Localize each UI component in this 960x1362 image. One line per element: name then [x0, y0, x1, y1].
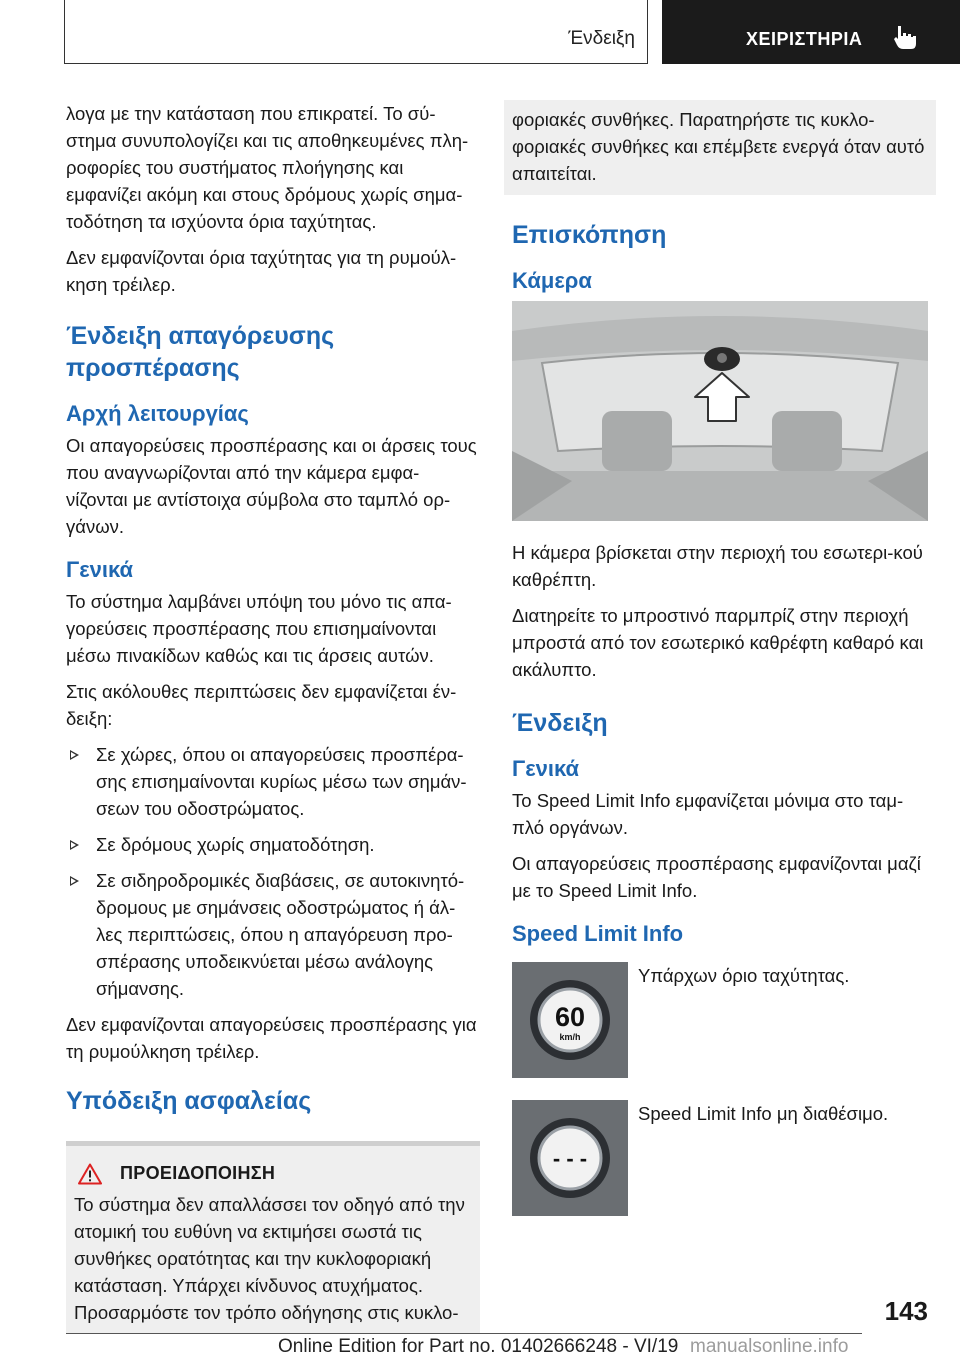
- left-column: [66, 100, 480, 1334]
- paragraph: Στις ακόλουθες περιπτώσεις δεν εμφανίζεται έν-δειξη:: [66, 681, 457, 729]
- speed-limit-unavailable-icon: [528, 1116, 612, 1200]
- paragraph: Οι απαγορεύσεις προσπέρασης εμφανίζονται μαζί με το Speed Limit Info.: [512, 853, 921, 901]
- heading-overtaking-display: Ένδειξη απαγόρευσης προσπέρασης: [66, 322, 335, 382]
- paragraph: Δεν εμφανίζονται όρια ταχύτητας για τη ρυμούλ-κηση τρέιλερ.: [66, 247, 457, 295]
- heading-camera: Κάμερα: [512, 268, 592, 293]
- paragraph: λογα με την κατάσταση που επικρατεί. Το σύ-στημα συνυπολογίζει και τις αποθηκευμένες πλη-ροφορίες του συστήματος πλοήγησης και εμφανίζει ακόμη και στους δρόμους χωρίς σημα-τοδότηση τα ισχύοντα όρια ταχύτητας.: [66, 103, 469, 232]
- list-item: Σε χώρες, όπου οι απαγορεύσεις προσπέρα-σης επισημαίνονται κυρίως μέσω των σημάν-σεων του οδοστρώματος.: [66, 741, 480, 822]
- paragraph: Δεν εμφανίζονται απαγορεύσεις προσπέρασης για τη ρυμούλκηση τρέιλερ.: [66, 1014, 477, 1062]
- paragraph: Οι απαγορεύσεις προσπέρασης και οι άρσεις τους που αναγνωρίζονται από την κάμερα εμφα-νίζονται με αντίστοιχα σύμβολα στο ταμπλό ορ-γάνων.: [66, 435, 477, 537]
- svg-text:- - -: - - -: [552, 1146, 588, 1171]
- paragraph: Η κάμερα βρίσκεται στην περιοχή του εσωτερι-κού καθρέπτη.: [512, 542, 923, 590]
- heading-general: Γενικά: [512, 756, 580, 781]
- triangle-bullet-icon: [70, 876, 79, 886]
- car-interior-illustration: [512, 301, 928, 521]
- chapter-tab: [662, 0, 960, 64]
- page-header: [0, 0, 960, 66]
- speed-limit-item: [512, 962, 928, 1078]
- list-item: Σε δρόμους χωρίς σηματοδότηση.: [66, 831, 480, 858]
- heading-display: Ένδειξη: [512, 709, 608, 737]
- triangle-bullet-icon: [70, 750, 79, 760]
- pointing-hand-icon: [892, 24, 918, 50]
- camera-location-image: [512, 301, 928, 521]
- paragraph: Το Speed Limit Info εμφανίζεται μόνιμα στο ταμ-πλό οργάνων.: [512, 790, 904, 838]
- footer-divider: [66, 1333, 862, 1334]
- right-column: [512, 100, 928, 1238]
- warning-text-continued: φοριακές συνθήκες. Παρατηρήστε τις κυκλο-φοριακές συνθήκες και επέμβετε ενεργά όταν αυτό απαιτείται.: [512, 109, 925, 184]
- speed-limit-description: Υπάρχων όριο ταχύτητας.: [638, 965, 850, 986]
- edition-note: Online Edition for Part no. 01402666248 - VI/19: [278, 1336, 679, 1357]
- heading-principle: Αρχή λειτουργίας: [66, 401, 249, 426]
- warning-text: Το σύστημα δεν απαλλάσσει τον οδηγό από την ατομική του ευθύνη να εκτιμήσει σωστά τις συνθήκες ορατότητας και την κυκλοφοριακή κατάσταση. Υπάρχει κίνδυνος ατυχήματος. Προσαρμόστε τον τρόπο οδήγησης στις κυκλο-: [74, 1194, 465, 1323]
- heading-overview: Επισκόπηση: [512, 221, 667, 249]
- watermark-logo: manualsonline.info: [690, 1336, 849, 1357]
- svg-text:60: 60: [554, 1002, 586, 1032]
- triangle-bullet-icon: [70, 840, 79, 850]
- svg-text:km/h: km/h: [559, 1032, 581, 1042]
- speed-limit-60-icon: [528, 978, 612, 1062]
- warning-title: ΠΡΟΕΙΔΟΠΟΙΗΣΗ: [120, 1163, 276, 1183]
- section-tab: [64, 0, 648, 64]
- paragraph: Το σύστημα λαμβάνει υπόψη του μόνο τις απα-γορεύσεις προσπέρασης που επισημαίνονται μέσω πινακίδων καθώς και τις άρσεις αυτών.: [66, 591, 452, 666]
- speed-limit-item: [512, 1100, 928, 1216]
- speed-limit-sign-image: [512, 962, 628, 1078]
- heading-general: Γενικά: [66, 557, 134, 582]
- speed-limit-description: Speed Limit Info μη διαθέσιμο.: [638, 1103, 889, 1124]
- list-item: Σε σιδηροδρομικές διαβάσεις, σε αυτοκινητό-δρομους με σημάνσεις οδοστρώματος ή άλ-λες περιπτώσεις, όπου η απαγόρευση προ-σπέρασης υποδεικνύεται μέσω ανάλογης σήμανσης.: [66, 867, 480, 1002]
- page-number: 143: [884, 1296, 928, 1326]
- section-title: Ένδειξη: [568, 28, 635, 49]
- heading-speed-limit-info: Speed Limit Info: [512, 921, 684, 946]
- chapter-title: ΧΕΙΡΙΣΤΗΡΙΑ: [746, 29, 863, 49]
- bullet-list: [66, 741, 480, 1002]
- warning-triangle-icon: [78, 1163, 102, 1185]
- warning-box: [66, 1146, 480, 1334]
- heading-safety: Υπόδειξη ασφαλείας: [66, 1087, 312, 1115]
- paragraph: Διατηρείτε το μπροστινό παρμπρίζ στην περιοχή μπροστά από τον εσωτερικό καθρέφτη καθαρό και ακάλυπτο.: [512, 605, 924, 680]
- speed-limit-sign-image: [512, 1100, 628, 1216]
- warning-box-continued: [504, 100, 936, 195]
